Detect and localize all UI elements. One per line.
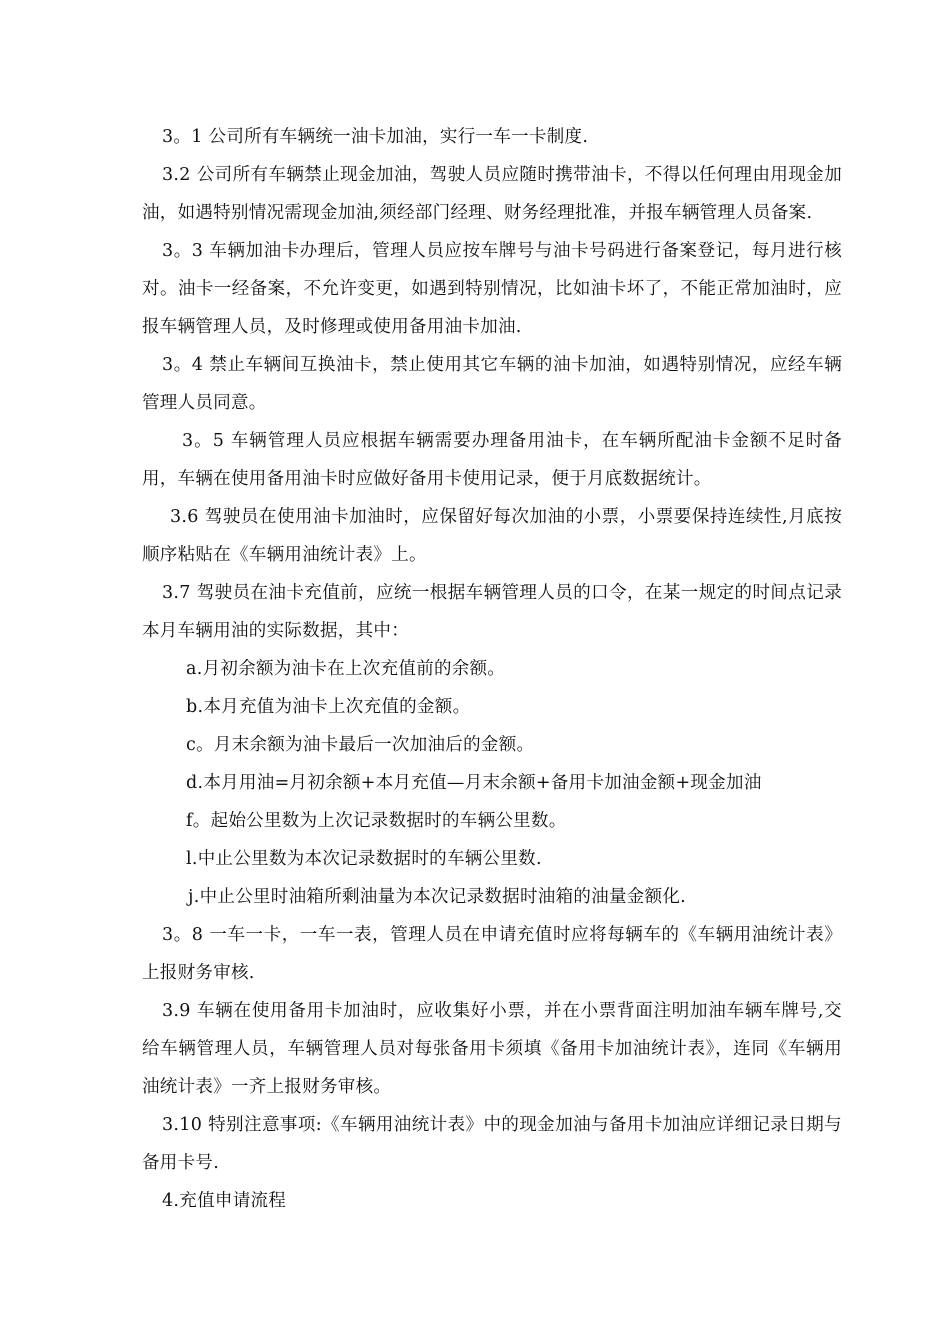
paragraph-3-6: 3.6 驾驶员在使用油卡加油时，应保留好每次加油的小票，小票要保持连续性,月底按顺序粘贴在《车辆用油统计表》上。	[142, 507, 842, 565]
paragraph-3-5: 3。5 车辆管理人员应根据车辆需要办理备用油卡，在车辆所配油卡金额不足时备用，车辆在使用备用油卡时应做好备用卡使用记录，便于月底数据统计。	[142, 431, 842, 489]
paragraph-3-10: 3.10 特别注意事项:《车辆用油统计表》中的现金加油与备用卡加油应详细记录日期与备用卡号.	[142, 1115, 842, 1173]
sub-item-l: l.中止公里数为本次记录数据时的车辆公里数.	[186, 849, 542, 869]
sub-item-f: f。起始公里数为上次记录数据时的车辆公里数。	[186, 811, 567, 831]
sub-item-c: c。月末余额为油卡最后一次加油后的金额。	[186, 735, 535, 755]
paragraph-3-9: 3.9 车辆在使用备用卡加油时，应收集好小票，并在小票背面注明加油车辆车牌号,交给车辆管理人员，车辆管理人员对每张备用卡须填《备用卡加油统计表》，连同《车辆用油统计表》一齐上报财务审核。	[142, 1001, 842, 1097]
paragraph-3-3: 3。3 车辆加油卡办理后，管理人员应按车牌号与油卡号码进行备案登记，每月进行核对。油卡一经备案，不允许变更，如遇到特别情况，比如油卡坏了，不能正常加油时，应报车辆管理人员，及时修理或使用备用油卡加油.	[142, 241, 842, 337]
paragraph-3-4: 3。4 禁止车辆间互换油卡，禁止使用其它车辆的油卡加油，如遇特别情况，应经车辆管理人员同意。	[142, 355, 842, 413]
paragraph-3-1: 3。1 公司所有车辆统一油卡加油，实行一车一卡制度.	[162, 127, 589, 147]
sub-item-b: b.本月充值为油卡上次充值的金额。	[186, 697, 471, 717]
document-body	[142, 118, 842, 1220]
section-4-heading: 4.充值申请流程	[162, 1191, 287, 1211]
sub-item-d: d.本月用油=月初余额+本月充值—月末余额+备用卡加油金额+现金加油	[186, 773, 762, 793]
sub-item-a: a.月初余额为油卡在上次充值前的余额。	[186, 659, 506, 679]
sub-item-j: j.中止公里时油箱所剩油量为本次记录数据时油箱的油量金额化.	[188, 887, 687, 907]
paragraph-3-2: 3.2 公司所有车辆禁止现金加油，驾驶人员应随时携带油卡，不得以任何理由用现金加油，如遇特别情况需现金加油,须经部门经理、财务经理批准，并报车辆管理人员备案.	[142, 165, 842, 223]
paragraph-3-7: 3.7 驾驶员在油卡充值前，应统一根据车辆管理人员的口令，在某一规定的时间点记录本月车辆用油的实际数据，其中：	[142, 583, 842, 641]
paragraph-3-8: 3。8 一车一卡，一车一表，管理人员在申请充值时应将每辆车的《车辆用油统计表》上报财务审核.	[142, 925, 842, 983]
